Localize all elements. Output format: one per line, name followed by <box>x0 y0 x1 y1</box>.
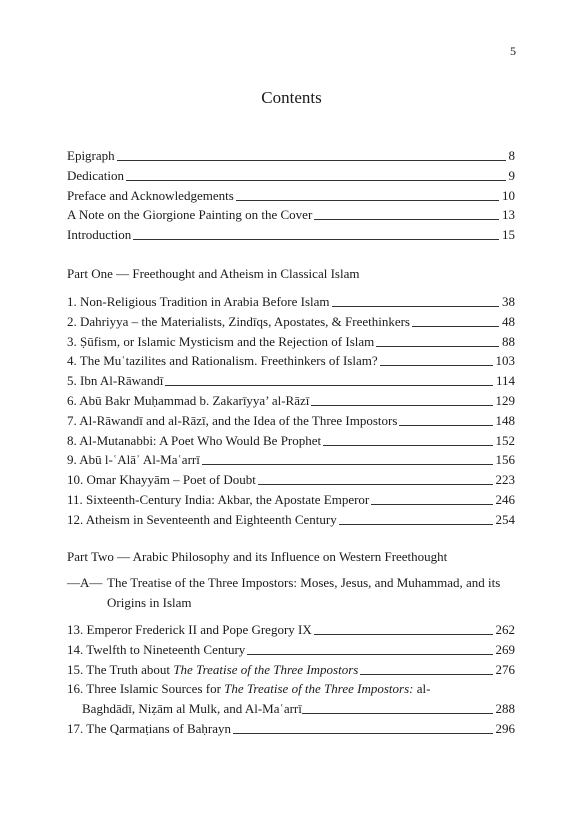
toc-entry-label: A Note on the Giorgione Painting on the Cover <box>67 207 313 223</box>
toc-entry-label: 4. The Muʿtazilites and Rationalism. Freethinkers of Islam? <box>67 353 378 369</box>
toc-entry-label: 6. Abū Bakr Muḥammad b. Zakarīyya’ al-Rāzī <box>67 392 310 408</box>
toc-entry[interactable] <box>67 490 515 510</box>
toc-entry-label: 8. Al-Mutanabbi: A Poet Who Would Be Prophet <box>67 432 322 448</box>
toc-entry[interactable] <box>67 660 515 680</box>
toc-entry-page: 156 <box>493 450 516 470</box>
toc-entry[interactable] <box>67 391 515 411</box>
toc-entry-page: 13 <box>499 205 515 225</box>
toc-entry-label-prefix: 16. Three Islamic Sources for <box>67 681 225 697</box>
toc-entry[interactable] <box>67 371 515 391</box>
toc-entry-multiline[interactable] <box>67 679 515 719</box>
toc-entry[interactable] <box>67 620 515 640</box>
toc-entry-label: 10. Omar Khayyām – Poet of Doubt <box>67 472 256 488</box>
toc-entry[interactable] <box>67 332 515 352</box>
toc-entry-label: Epigraph <box>67 148 115 163</box>
toc-entry-page: 276 <box>493 660 516 680</box>
toc-entry-label: 2. Dahriyya – the Materialists, Zindīqs, Apostates, & Freethinkers <box>67 313 410 329</box>
part-two-heading: Part Two — Arabic Philosophy and its Influence on Western Freethought <box>67 549 448 564</box>
toc-entry-page: 9 <box>506 166 516 186</box>
page-number: 5 <box>510 44 516 58</box>
toc-entry[interactable] <box>67 351 515 371</box>
toc-entry[interactable] <box>67 205 515 225</box>
toc-entry-label: Preface and Acknowledgements <box>67 187 234 203</box>
toc-entry[interactable] <box>67 146 515 166</box>
toc-entry-page: 48 <box>499 312 515 332</box>
toc-entry-label: 11. Sixteenth-Century India: Akbar, the Apostate Emperor <box>67 491 370 507</box>
toc-entry-page: 38 <box>499 292 515 312</box>
toc-entry-page: 8 <box>506 146 516 166</box>
toc-entry-label-italic: The Treatise of the Three Impostors: <box>224 681 414 697</box>
toc-entry-page: 296 <box>493 719 516 739</box>
toc-entry-page: 152 <box>493 431 516 451</box>
toc-entry-label: Dedication <box>67 167 125 183</box>
toc-entry-label-italic: The Treatise of the Three Impostors <box>173 661 359 677</box>
toc-entry-page: 15 <box>499 225 515 245</box>
toc-entry-page: 288 <box>493 699 516 719</box>
toc-entry[interactable] <box>67 166 515 186</box>
toc-entry[interactable] <box>67 470 515 490</box>
front-matter-list <box>67 146 515 245</box>
toc-entry-label-prefix: 15. The Truth about <box>67 661 174 677</box>
toc-entry-label-suffix: al- <box>413 681 431 697</box>
toc-entry-label: Introduction <box>67 227 132 243</box>
toc-entry[interactable] <box>67 292 515 312</box>
toc-entry-label: 3. Ṣūfism, or Islamic Mysticism and the Rejection of Islam <box>67 333 375 349</box>
section-mark: —A— <box>67 575 103 590</box>
page-title: Contents <box>261 88 322 107</box>
part-two-chapter-list <box>67 620 515 739</box>
toc-entry-label: 7. Al-Rāwandī and al-Rāzī, and the Idea of the Three Impostors <box>67 412 398 428</box>
toc-entry-label: 5. Ibn Al-Rāwandī <box>67 373 164 389</box>
toc-entry-page: 254 <box>493 510 516 530</box>
section-title: The Treatise of the Three Impostors: Moses, Jesus, and Muhammad, and its Origins in Islam <box>107 575 501 610</box>
part-one-chapter-list <box>67 292 515 530</box>
toc-entry[interactable] <box>67 225 515 245</box>
toc-entry-page: 246 <box>493 490 516 510</box>
toc-entry[interactable] <box>67 431 515 451</box>
toc-entry-page: 10 <box>499 186 515 206</box>
toc-entry-label: Baghdādī, Niẓām al Mulk, and Al-Maʿarrī <box>82 701 302 717</box>
toc-entry[interactable] <box>67 719 515 739</box>
section-a <box>67 573 515 613</box>
toc-entry-page: 223 <box>493 470 516 490</box>
toc-entry-label: 17. The Qarmaṭians of Baḥrayn <box>67 720 232 736</box>
toc-entry-label: 14. Twelfth to Nineteenth Century <box>67 641 246 657</box>
toc-entry-page: 269 <box>493 640 516 660</box>
toc-entry[interactable] <box>67 186 515 206</box>
toc-entry-page: 148 <box>493 411 516 431</box>
toc-entry-label <box>67 662 360 677</box>
part-one-heading: Part One — Freethought and Atheism in Classical Islam <box>67 266 360 281</box>
toc-entry-page: 129 <box>493 391 516 411</box>
toc-entry-label: 9. Abū l-ʿAlāʾ Al-Maʿarrī <box>67 452 200 468</box>
toc-entry[interactable] <box>67 450 515 470</box>
toc-entry-page: 262 <box>493 620 516 640</box>
toc-entry-line-2 <box>67 699 515 719</box>
toc-entry-label: 13. Emperor Frederick II and Pope Gregory IX <box>67 622 312 637</box>
toc-entry[interactable] <box>67 411 515 431</box>
toc-entry[interactable] <box>67 312 515 332</box>
toc-entry-page: 103 <box>493 351 516 371</box>
toc-entry[interactable] <box>67 510 515 530</box>
toc-entry-page: 114 <box>493 371 515 391</box>
toc-entry-page: 88 <box>499 332 515 352</box>
toc-entry-label: 12. Atheism in Seventeenth and Eighteenth Century <box>67 511 337 527</box>
toc-entry-label: 1. Non-Religious Tradition in Arabia Before Islam <box>67 294 330 309</box>
toc-entry-line-1 <box>67 679 515 699</box>
toc-entry[interactable] <box>67 640 515 660</box>
